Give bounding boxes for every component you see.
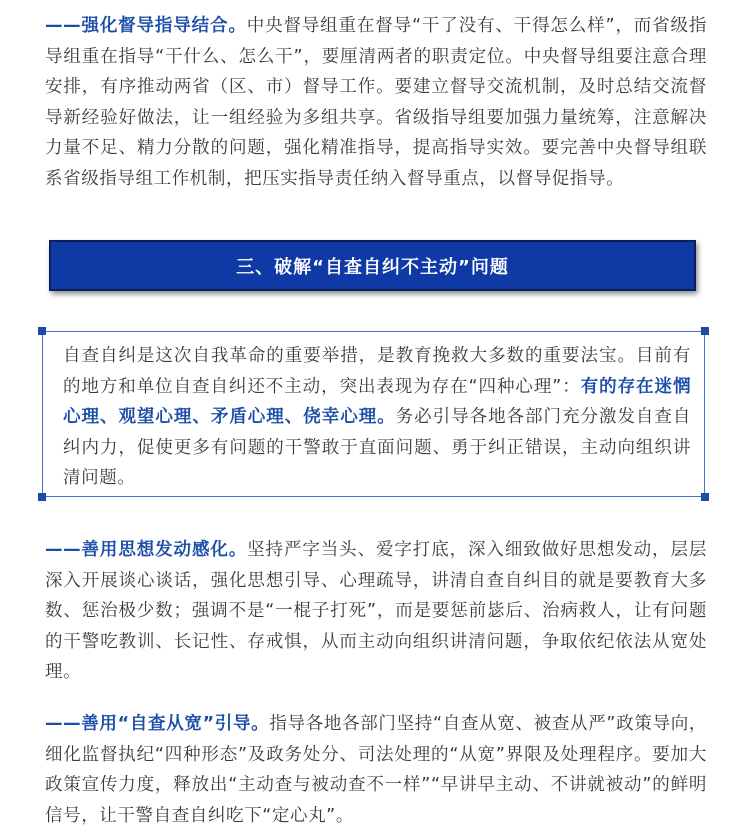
paragraph-strengthen-supervision <box>45 11 707 194</box>
callout-text-intro: 自查自纠是这次自我革命的重要举措，是教育挽救大多数的重要法宝。目前有的地方和单位自查自纠还不主动，突出表现为存在“四种心理”： <box>63 346 691 397</box>
paragraph-ideological-mobilization <box>45 535 707 688</box>
corner-bracket-bottom-right <box>701 493 709 501</box>
corner-bracket-top-left <box>38 327 46 335</box>
callout-highlight: 有的存在迷惘心理、观望心理、矛盾心理、侥幸心理。 <box>63 376 691 427</box>
paragraph-lead: ——善用“自查从宽”引导。 <box>45 714 270 734</box>
callout-box <box>38 327 709 501</box>
paragraph-body: 中央督导组重在督导“干了没有、干得怎么样”，而省级指导组重在指导“干什么、怎么干”，要厘清两者的职责定位。中央督导组要注意合理安排，有序推动两省（区、市）督导工作。要建立督导交流机制，及时总结交流督导新经验好做法，让一组经验为多组共享。省级指导组要加强力量统筹，注意解决力量不足、精力分散的问题，强化精准指导，提高指导实效。要完善中央督导组联系省级指导组工作机制，把压实指导责任纳入督导重点，以督导促指导。 <box>45 16 707 189</box>
corner-bracket-bottom-left <box>38 493 46 501</box>
paragraph-body: 坚持严字当头、爱字打底，深入细致做好思想发动，层层深入开展谈心谈话，强化思想引导、心理疏导，讲清自查自纠目的就是要教育大多数、惩治极少数；强调不是“一棍子打死”，而是要惩前毖后、治病救人，让有问题的干警吃教训、长记性、存戒惧，从而主动向组织讲清问题，争取依纪依法从宽处理。 <box>45 540 707 682</box>
callout-text-outro: 务必引导各地各部门充分激发自查自纠内力，促使更多有问题的干警敢于直面问题、勇于纠正错误，主动向组织讲清问题。 <box>63 407 691 488</box>
paragraph-lead: ——善用思想发动感化。 <box>45 540 248 560</box>
paragraph-body: 指导各地各部门坚持“自查从宽、被查从严”政策导向，细化监督执纪“四种形态”及政务处分、司法处理的“从宽”界限及处理程序。要加大政策宣传力度，释放出“主动查与被动查不一样”“早讲早主动、不讲就被动”的鲜明信号，让干警自查自纠吃下“定心丸”。 <box>45 714 707 826</box>
callout-text <box>63 341 691 494</box>
paragraph-lead: ——强化督导指导结合。 <box>45 16 247 36</box>
section-title: 三、破解“自查自纠不主动”问题 <box>236 256 509 278</box>
section-header-banner <box>49 240 696 291</box>
corner-bracket-top-right <box>701 327 709 335</box>
paragraph-self-check-leniency <box>45 709 707 831</box>
